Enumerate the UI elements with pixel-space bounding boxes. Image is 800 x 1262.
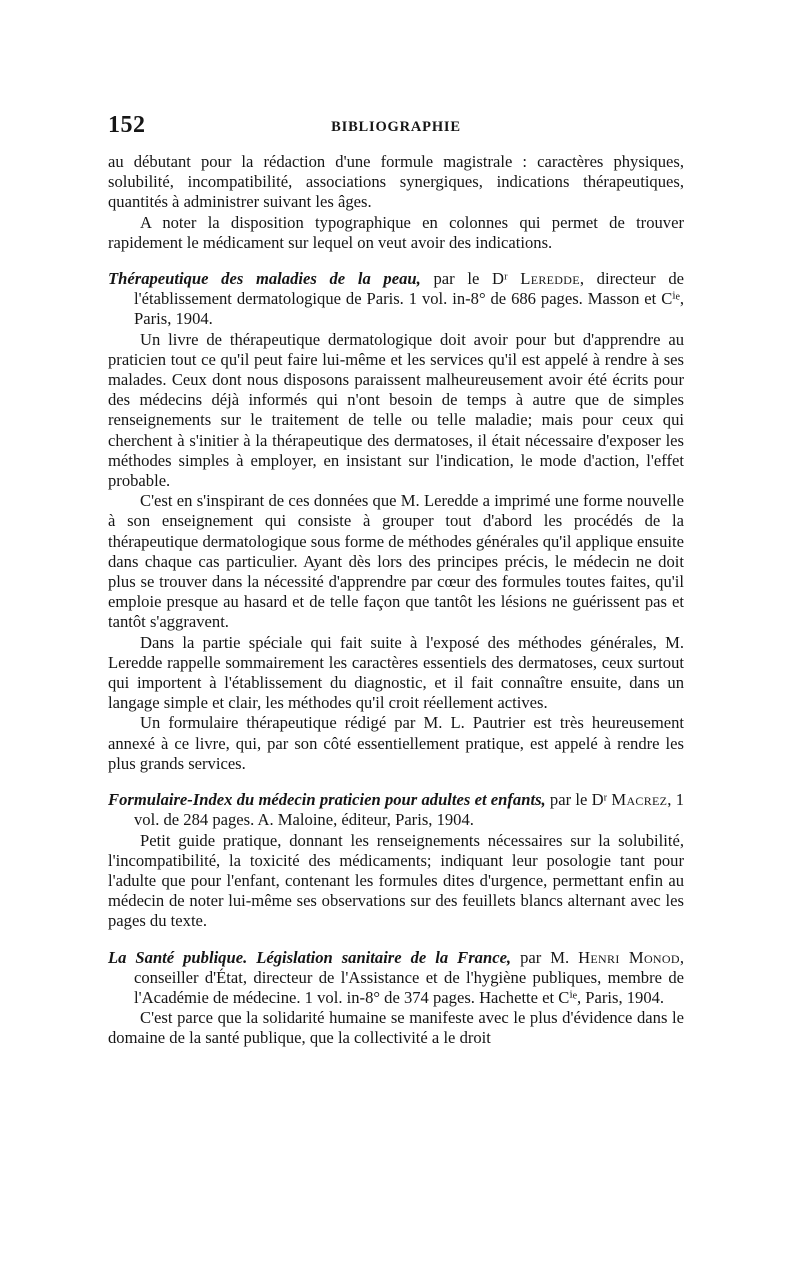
entry-author: Macrez — [611, 790, 668, 810]
entry-text: par le Dʳ — [420, 269, 521, 289]
bibliography-entry-leredde — [108, 269, 684, 330]
body-text — [108, 152, 684, 1049]
paragraph: Un livre de thérapeutique dermatologique doit avoir pour but d'apprendre au praticien tout ce qu'il peut faire lui-même et les services qu'il est appelé à rendre à ses malades. Ceux dont nous disposons paraissent malheureusement avoir été écrits pour des médecins déjà informés qui n'ont besoin de temps à autre que de simples renseignements sur le traitement de telle ou telle maladie; mais pour ceux qui cherchent à s'initier à la thérapeutique des dermatoses, il était nécessaire d'exposer les méthodes simples à employer, en insistant sur l'indication, le mode d'action, l'effet probable. — [108, 329, 684, 491]
entry-text: par le Dʳ — [545, 790, 612, 810]
entry-title: La Santé publique. Législation sanitaire de la France, — [108, 947, 512, 967]
entry-details: , 1 vol. de 284 pages. A. Maloine, éditeur, Paris, 1904. — [134, 790, 684, 830]
bibliography-entry-monod — [108, 948, 684, 1009]
entry-text: par M. — [511, 947, 579, 967]
paragraph: Petit guide pratique, donnant les renseignements nécessaires sur la solubilité, l'incompatibilité, la toxicité des médicaments; indiquant leur posologie tant pour l'adulte que pour l'enfant, contenant les formules dites d'urgence, permettant enfin au médecin de noter lui-même ses observations sur des feuillets blancs alternant avec les pages du texte. — [108, 830, 684, 931]
entry-title: Thérapeutique des maladies de la peau, — [108, 269, 421, 289]
paragraph: C'est parce que la solidarité humaine se manifeste avec le plus d'évidence dans le domaine de la santé publique, que la collectivité a le droit — [108, 1008, 684, 1048]
paragraph: Un formulaire thérapeutique rédigé par M. L. Pautrier est très heureusement annexé à ce livre, qui, par son côté essentiellement pratique, est appelé à rendre les plus grands services. — [108, 713, 684, 773]
page-header — [108, 112, 684, 142]
paragraph: C'est en s'inspirant de ces données que M. Leredde a imprimé une forme nouvelle à son enseignement qui consiste à grouper tout d'abord les procédés de la thérapeutique dermatologique sous forme de méthodes générales qu'il applique ensuite dans chaque cas particulier. Ayant dès lors des principes précis, le médecin ne doit plus se trouver dans la nécessité d'apprendre par cœur des formules toutes faites, qu'il emploie presque au hasard et de telle façon que tantôt les lésions ne guérissent pas et tantôt s'aggravent. — [108, 491, 684, 632]
entry-author: Henri Monod — [578, 947, 680, 967]
entry-title: Formulaire-Index du médecin praticien pour adultes et enfants, — [108, 790, 546, 810]
entry-details: , directeur de l'établissement dermatologique de Paris. 1 vol. in-8° de 686 pages. Masson et Cⁱᵉ, Paris, 1904. — [134, 269, 684, 329]
paragraph: A noter la disposition typographique en colonnes qui permet de trouver rapidement le médicament sur lequel on veut avoir des indications. — [108, 212, 684, 252]
page-number: 152 — [108, 112, 146, 138]
bibliography-entry-macrez — [108, 790, 684, 830]
entry-details: , conseiller d'État, directeur de l'Assistance et de l'hygiène publiques, membre de l'Académie de médecine. 1 vol. in-8° de 374 pages. Hachette et Cⁱᵉ, Paris, 1904. — [134, 947, 684, 1007]
paragraph: Dans la partie spéciale qui fait suite à l'exposé des méthodes générales, M. Leredde rappelle sommairement les caractères essentiels des dermatoses, ceux surtout qui importent à l'établissement du diagnostic, et il fait connaître ensuite, dans un langage simple et clair, les méthodes qu'il croit réellement actives. — [108, 632, 684, 713]
entry-author: Leredde — [520, 269, 580, 289]
paragraph-continuation: au débutant pour la rédaction d'une formule magistrale : caractères physiques, solubilité, incompatibilité, associations synergiques, indications thérapeutiques, quantités à administrer suivant les âges. — [108, 152, 684, 212]
running-head: BIBLIOGRAPHIE — [331, 119, 461, 135]
